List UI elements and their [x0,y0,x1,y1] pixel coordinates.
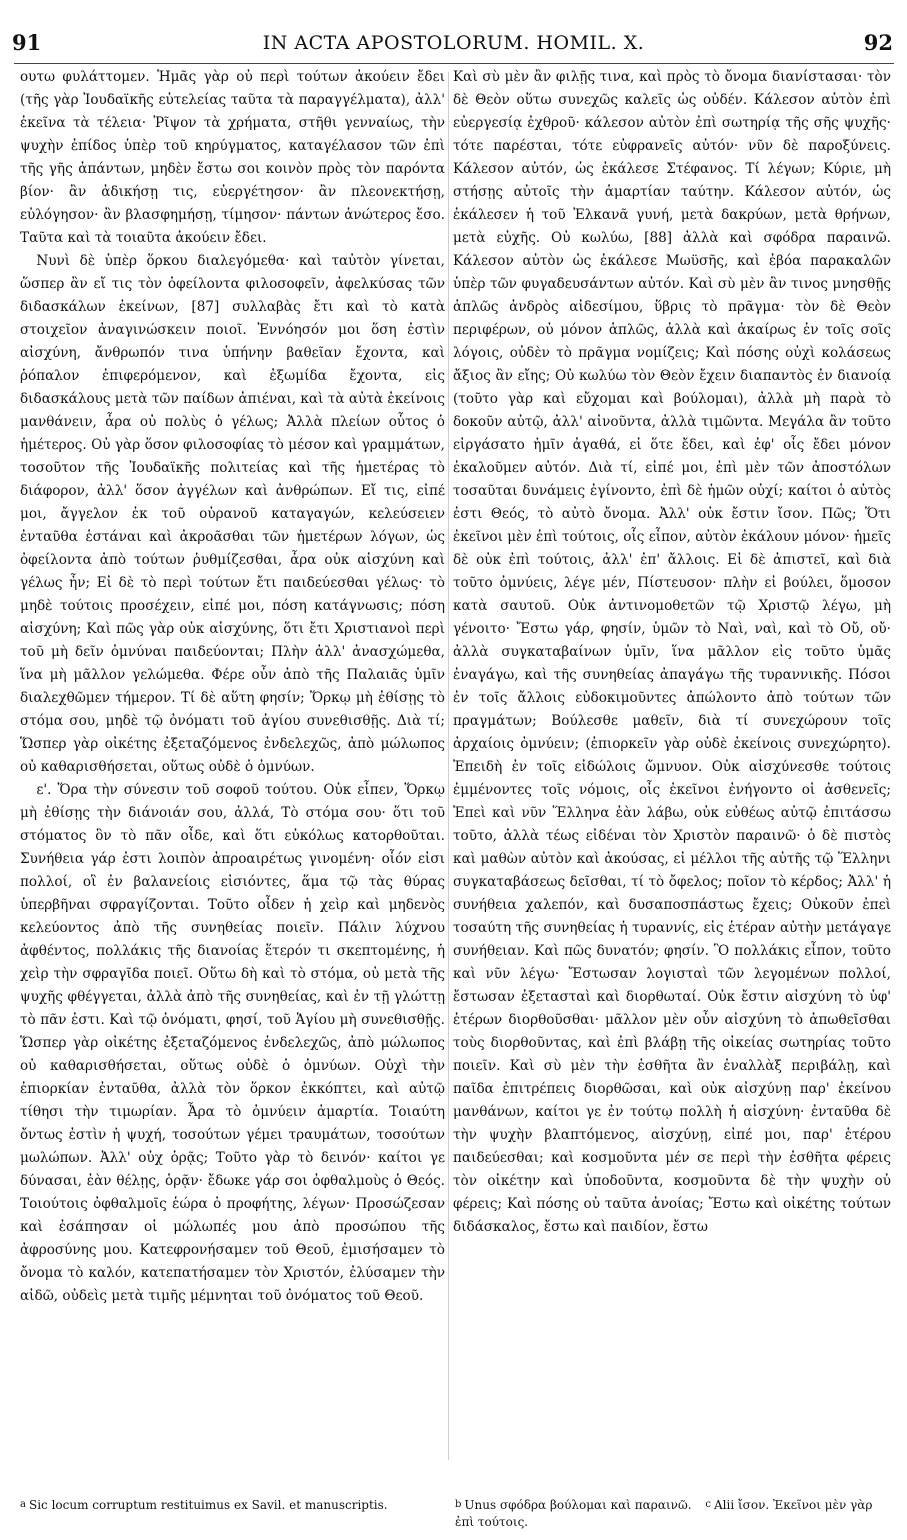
footnotes-left [20,1496,445,1514]
footnote-c-mark: c [705,1499,711,1510]
running-title: IN ACTA APOSTOLORUM. HOMIL. X. [262,32,645,54]
left-paragraph-3: ε'. Ὅρα τὴν σύνεσιν τοῦ σοφοῦ τούτου. Οὐκ εἶπεν, Ὅρκῳ μὴ ἐθίσῃς τὴν διάνοιάν σου, ἀλλά, Τὸ στόμα σου· ὅτι τοῦ στόματος ὃν τὸ πᾶν οἶδε, καὶ ὅτι εὐκόλως κατορθοῦται. Συνήθεια γάρ ἐστι λοιπὸν ἀπροαιρέτως γινομένη· οἷόν εἰσι πολλοί, οἳ ἐν βαλανείοις εἰσιόντες, ἅμα τῷ τὰς θύρας ὑπερβῆναι σφραγίζονται. Τοῦτο οἶδεν ἡ χεὶρ καὶ μηδενὸς κελεύοντος ἀπὸ τῆς συνηθείας ποιεῖν. Πάλιν λύχνου ἀφθέντος, πολλάκις τῆς διανοίας ἕτερόν τι σκεπτομένης, ἡ χεὶρ τὴν σφραγῖδα ποιεῖ. Οὕτω δὴ καὶ τὸ στόμα, οὐ μετὰ τῆς ψυχῆς φθέγγεται, ἀλλὰ ἀπὸ τῆς συνηθείας, καὶ ἐν τῇ γλώττῃ τὸ πᾶν ἐστι. Καὶ τῷ ὀνόματι, φησί, τοῦ Ἁγίου μὴ συνεθισθῇς. Ὥσπερ γὰρ οἰκέτης ἐξεταζόμενος ἐνδελεχῶς, ἀπὸ μώλωπος οὐ καθαρισθήσεται, οὕτως οὐδὲ ὁ ὀμνύων. Οὐχὶ τὴν ἐπιορκίαν ἐνταῦθα, ἀλλὰ τὸν ὅρκον ἐκκόπτει, καὶ αὐτῷ τίθησι τὴν τιμωρίαν. Ἆρα τὸ ὀμνύειν ἁμαρτία. Τοιαύτη ὄντως ἐστὶν ἡ ψυχή, τοσούτων γέμει τραυμάτων, τοσούτων μωλώπων. Ἀλλ' οὐχ ὁρᾷς; Τοῦτο γὰρ τὸ δεινόν· καίτοι γε δύνασαι, ἐὰν θέλῃς, ὁρᾷν· ἔδωκε γάρ σοι ὀφθαλμοὺς ὁ Θεός. Τοιούτοις ὀφθαλμοῖς ἑώρα ὁ προφήτης, λέγων· Προσώζεσαν καὶ ἐσάπησαν οἱ μώλωπές μου ἀπὸ προσώπου τῆς ἀφροσύνης μου. Κατεφρονήσαμεν τοῦ Θεοῦ, ἐμισήσαμεν τὸ ὄνομα τὸ καλόν, κατεπατήσαμεν τὸν Χριστόν, ἐλύσαμεν τὴν αἰδῶ, οὐδεὶς μετὰ τιμῆς μέμνηται τοῦ ὀνόματος τοῦ Θεοῦ. [20,782,445,1304]
page-number-right: 92 [863,30,893,55]
footnote-c-text: Alii ἴσον. Ἐκεῖνοι μὲν γὰρ ἐπὶ τούτοις. [455,1498,873,1529]
left-paragraph-1: ουτω φυλάττομεν. Ἡμᾶς γὰρ οὐ περὶ τούτων ἀκούειν ἔδει (τῆς γὰρ Ἰουδαϊκῆς εὐτελείας ταῦτα τὰ παραγγέλματα), ἀλλ' ἐκεῖνα τὰ τέλεια· Ῥῖψον τὰ χρήματα, στῆθι γενναίως, τὴν ψυχὴν ἐπίδος ὑπὲρ τοῦ κηρύγματος, καταγέλασον τῶν ἐπὶ τῆς γῆς ἁπάντων, μηδὲν ἔστω σοι κοινὸν πρὸς τὸν παρόντα βίον· ἂν ἀδικήσῃ τις, εὐεργέτησον· ἂν πλεονεκτήσῃ, εὐλόγησον· ἂν βλασφημήσῃ, τίμησον· πάντων ἀνώτερος ἔσο. Ταῦτα καὶ τὰ τοιαῦτα ἀκούειν ἔδει. [20,69,445,246]
left-column [20,66,445,1466]
right-paragraph-1: Καὶ σὺ μὲν ἂν φιλῇς τινα, καὶ πρὸς τὸ ὄνομα διανίστασαι· τὸν δὲ Θεὸν οὕτω συνεχῶς καλεῖς ὡς οὐδέν. Κάλεσον αὐτὸν ἐπὶ εὐεργεσίᾳ ἐχθροῦ· κάλεσον αὐτὸν ἐπὶ σωτηρίᾳ τῆς σῆς ψυχῆς· τότε παρέσται, τότε εὐφρανεῖς αὐτόν· νῦν δὲ παροξύνεις. Κάλεσον αὐτόν, ὡς ἐκάλεσε Στέφανος. Τί λέγων; Κύριε, μὴ στήσῃς αὐτοῖς τὴν ἁμαρτίαν ταύτην. Κάλεσον αὐτόν, ὡς ἐκάλεσεν ἡ τοῦ Ἐλκανᾶ γυνή, μετὰ δακρύων, μετὰ θρήνων, μετὰ εὐχῆς. Οὐ κωλύω, [88] ἀλλὰ καὶ σφόδρα παραινῶ. Κάλεσον αὐτὸν ὡς ἐκάλεσε Μωϋσῆς, καὶ ἐβόα παρακαλῶν ὑπὲρ τῶν φυγαδευσάντων αὐτόν. Καὶ σὺ μὲν ἂν τινος μνησθῇς ἁπλῶς ἀνδρὸς αἰδεσίμου, ὕβρις τὸ πρᾶγμα· τὸν δὲ Θεὸν περιφέρων, οὐ μόνον ἁπλῶς, ἀλλὰ καὶ ἀκαίρως ἐν τοῖς σοῖς λόγοις, οὐδὲν τὸ πρᾶγμα νομίζεις; Καὶ πόσης οὐχὶ κολάσεως ἄξιος ἂν εἴης; Οὐ κωλύω τὸν Θεὸν ἔχειν διαπαντὸς ἐν διανοίᾳ (τοῦτο γὰρ καὶ εὔχομαι καὶ βούλομαι), ἀλλὰ μὴ παρὰ τὸ δοκοῦν αὐτῷ, ἀλλ' αἰνοῦντα, ἀλλὰ τιμῶντα. Μεγάλα ἂν τοῦτο εἰργάσατο ἡμῖν ἀγαθά, εἰ ὅτε ἔδει, καὶ ἐφ' οἷς ἔδει μόνον ἐκαλοῦμεν αὐτόν. Διὰ τί, εἰπέ μοι, ἐπὶ μὲν τῶν ἀποστόλων τοσαῦται δυνάμεις ἐγίνοντο, ἐπὶ δὲ ἡμῶν οὐχί; καίτοι ὁ αὐτὸς ἐστι Θεός, τὸ αὐτὸ ὄνομα. Ἀλλ' οὐκ ἔστιν ἴσον. Πῶς; Ὅτι ἐκεῖνοι μὲν ἐπὶ τούτοις, οἷς εἶπον, αὐτὸν ἐκάλουν μόνον· ἡμεῖς δὲ οὐκ ἐπὶ τούτοις, ἀλλ' ἐπ' ἄλλοις. Εἰ δὲ ἀπιστεῖ, καὶ διὰ τοῦτο ὀμνύεις, λέγε μέν, Πίστευσον· πλὴν εἰ βούλει, ὅμοσον κατὰ σαυτοῦ. Οὐκ ἀντινομοθετῶν τῷ Χριστῷ λέγω, μὴ γένοιτο· Ἔστω γάρ, φησίν, ὑμῶν τὸ Ναὶ, ναὶ, καὶ τὸ Οὔ, οὔ· ἀλλὰ συγκαταβαίνων ὑμῖν, ἵνα μᾶλλον εἰς τοῦτο ὑμᾶς ἐναγάγω, καὶ τῆς συνηθείας ἀπαγάγω τῆς τυραννικῆς. Πόσοι ἐν τοῖς ἄλλοις εὐδοκιμοῦντες ἀπώλοντο ἀπὸ τούτων τῶν πραγμάτων; Βούλεσθε μαθεῖν, διὰ τί συνεχώρουν τοῖς ἀρχαίοις ὀμνύειν; (ἐπιορκεῖν γὰρ οὐδὲ ἐκείνοις συνεχώρητο). Ἐπειδὴ ἐν τοῖς εἰδώλοις ὤμνυον. Οὐκ αἰσχύνεσθε τούτοις ἐμμένοντες τοῖς νόμοις, οἷς ἐκεῖνοι ἐνήγοντο οἱ ἀσθενεῖς; Ἐπεὶ καὶ νῦν Ἕλληνα ἐὰν λάβω, οὐκ εὐθέως αὐτῷ ἐπιτάσσω τοῦτο, ἀλλὰ τέως εἰδέναι τὸν Χριστὸν παραινῶ· ὁ δὲ πιστὸς καὶ μαθὼν αὐτὸν καὶ ἀκούσας, εἰ μέλλοι τῆς αὐτῆς τῷ Ἕλληνι συγκαταβάσεως δεῖσθαι, τί τὸ ὄφελος; ποῖον τὸ κέρδος; Ἀλλ' ἡ συνήθεια χαλεπόν, καὶ δυσαποσπάστως ἔχεις; Οὐκοῦν ἐπεὶ τοσαύτη τῆς συνηθείας ἡ τυραννίς, εἰς ἑτέραν αὐτὴν μετάγαγε συνήθειαν. Καὶ πῶς δυνατόν; φησίν. Ὃ πολλάκις εἶπον, τοῦτο καὶ νῦν λέγω· Ἔστωσαν λογισταὶ τῶν λεγομένων πολλοί, ἔστωσαν ἐξετασταὶ καὶ διορθωταί. Οὐκ ἔστιν αἰσχύνη τὸ ὑφ' ἑτέρων διορθοῦσθαι· μᾶλλον μὲν οὖν αἰσχύνη τὸ ἀπωθεῖσθαι τοὺς διορθοῦντας, καὶ ἐπὶ βλάβῃ τῆς οἰκείας σωτηρίας τοῦτο ποιεῖν. Καὶ σὺ μὲν τὴν ἐσθῆτα ἂν ἐναλλὰξ περιβάλῃ, καὶ παῖδα ἐπιτρέπεις διορθῶσαι, καὶ οὐκ αἰσχύνῃ παρ' ἐκείνου μανθάνων, καίτοι γε ἐν τούτῳ πολλὴ ἡ αἰσχύνη· ἐνταῦθα δὲ τὴν ψυχὴν βλαπτόμενος, αἰσχύνῃ, εἰπέ μοι, παρ' ἑτέρου παιδεύεσθαι; καὶ κοσμοῦντα μέν σε περὶ τὴν ἐσθῆτα φέρεις τὸν οἰκέτην καὶ ὑποδοῦντα, κοσμοῦντα δὲ τὴν ψυχὴν οὐ φέρεις; Καὶ πόσης οὐ ταῦτα ἀνοίας; Ἔστω καὶ οἰκέτης τούτων διδάσκαλος, ἔστω καὶ παιδίον, ἔστω [453,69,891,1235]
page-number-left: 91 [12,30,42,55]
right-column [453,66,891,1466]
column-divider [448,72,449,1460]
header-rule [14,63,894,64]
footnote-a-text: Sic locum corruptum restituimus ex Savil. et manuscriptis. [28,1498,388,1512]
footnotes-right [455,1496,895,1531]
footnote-b-mark: b [455,1499,462,1510]
page-header [10,30,897,58]
left-paragraph-2: Νυνὶ δὲ ὑπὲρ ὅρκου διαλεγόμεθα· καὶ ταὐτὸν γίνεται, ὥσπερ ἂν εἴ τις τὸν ὀφείλοντα φιλοσοφεῖν, ἀφελκύσας τῶν διδασκάλων ἐκείνων, [87] συλλαβὰς ἔτι καὶ τὸ κατὰ στοιχεῖον ἀναγινώσκειν ποιοῖ. Ἐννόησόν μοι ὅση ἐστὶν αἰσχύνη, ἄνθρωπόν τινα ὑπήνην βαθεῖαν ἔχοντα, καὶ ῥόπαλον ἐπιφερόμενον, καὶ ἐξωμίδα ἔχοντα, εἰς διδασκάλους μετὰ τῶν παίδων ἀπιέναι, καὶ τὰ αὐτὰ ἐκείνοις μανθάνειν, ἆρα οὐ πολὺς ὁ γέλως; Ἀλλὰ πλείων οὗτος ὁ ἡμέτερος. Οὐ γὰρ ὅσον φιλοσοφίας τὸ μέσον καὶ γραμμάτων, τοσοῦτον τῆς Ἰουδαϊκῆς πολιτείας καὶ τῆς ἡμετέρας τὸ διάφορον, ἀλλ' ὅσον ἀγγέλων καὶ ἀνθρώπων. Εἴ τις, εἰπέ μοι, ἄγγελον ἐκ τοῦ οὐρανοῦ καταγαγών, κελεύσειεν ἐνταῦθα ἑστάναι καὶ ἀκροᾶσθαι τῶν ἡμετέρων λόγων, ὡς ὀφείλοντα ἀπὸ τούτων ῥυθμίζεσθαι, ἆρα οὐκ αἰσχύνη καὶ γέλως ἦν; Εἰ δὲ τὸ περὶ τούτων ἔτι παιδεύεσθαι γέλως· τὸ μηδὲ τούτοις προσέχειν, εἰπέ μοι, πόση κατάγνωσις; πόση αἰσχύνη; Καὶ πῶς γὰρ οὐκ αἰσχύνης, ὅτι ἔτι Χριστιανοὶ περὶ τοῦ μὴ δεῖν ὀμνύναι παιδεύονται; Πλὴν ἀλλ' ἀνασχώμεθα, ἵνα μὴ μᾶλλον γελώμεθα. Φέρε οὖν ἀπὸ τῆς Παλαιᾶς ὑμῖν διαλεχθῶμεν τήμερον. Τί δὲ αὕτη φησίν; Ὅρκῳ μὴ ἐθίσῃς τὸ στόμα σου, μηδὲ τῷ ὀνόματι τοῦ ἁγίου συνεθισθῇς. Διὰ τί; Ὥσπερ γὰρ οἰκέτης ἐξεταζόμενος ἐνδελεχῶς, ἀπὸ μώλωπος οὐ καθαρισθήσεται, οὕτως οὐδὲ ὁ ὀμνύων. [20,253,445,775]
footnote-a-mark: a [20,1499,26,1510]
footnote-b-text: Unus σφόδρα βούλομαι καὶ παραινῶ. [464,1498,692,1512]
